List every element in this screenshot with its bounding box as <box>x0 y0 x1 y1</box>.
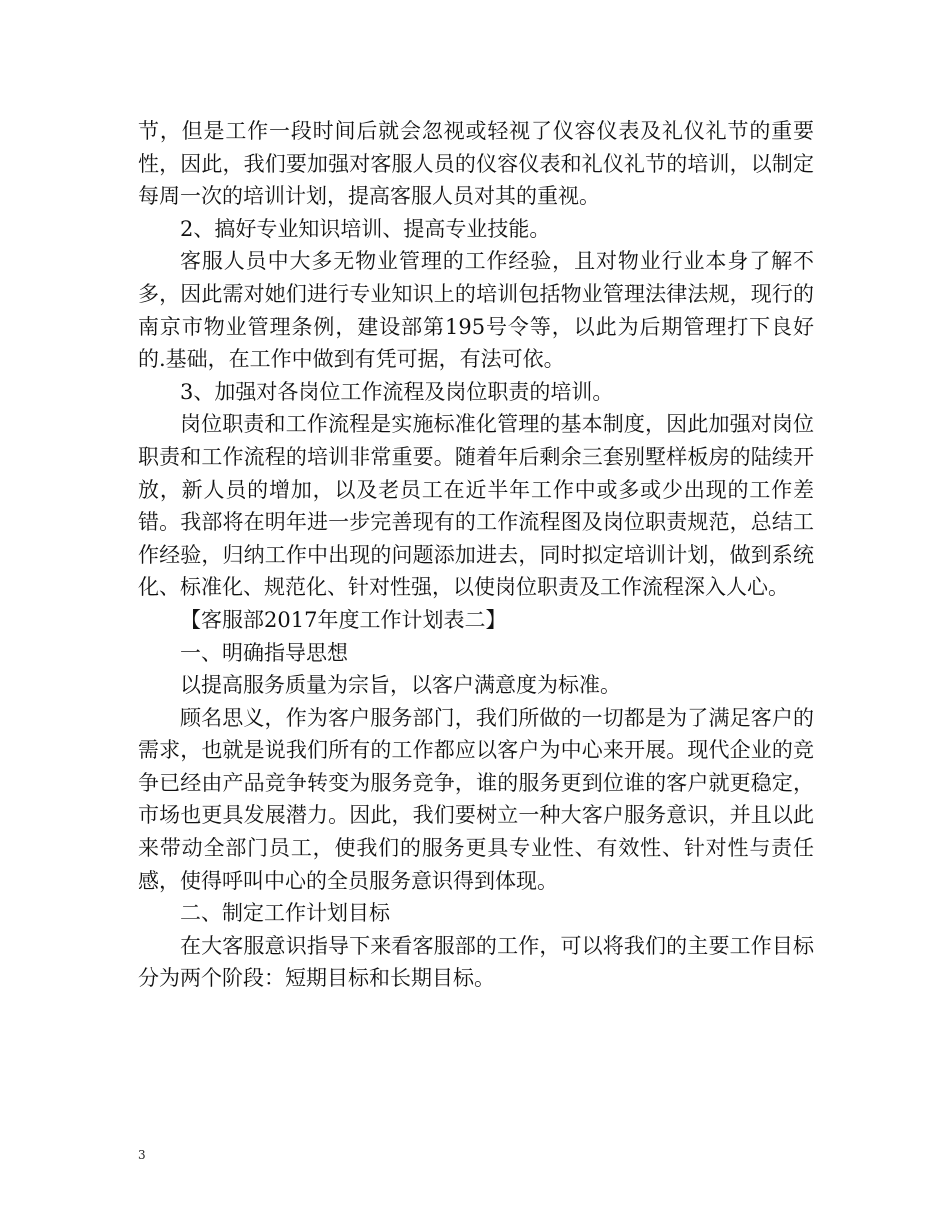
paragraph-heading-2: 2、搞好专业知识培训、提高专业技能。 <box>180 216 551 241</box>
paragraph-heading-1: 一、明确指导思想 <box>180 640 348 665</box>
paragraph-body: 顾名思义，作为客户服务部门，我们所做的一切都是为了满足客户的需求，也就是说我们所有的工作都应以客户为中心来开展。现代企业的竞争已经由产品竞争转变为服务竞争，谁的服务更到位谁的客户就更稳定，市场也更具发展潜力。因此，我们要树立一种大客户服务意识，并且以此来带动全部门员工，使我们的服务更具专业性、有效性、针对性与责任感，使得呼叫中心的全员服务意识得到体现。 <box>138 705 814 893</box>
paragraph-continuation: 节，但是工作一段时间后就会忽视或轻视了仪容仪表及礼仪礼节的重要性，因此，我们要加强对客服人员的仪容仪表和礼仪礼节的培训，以制定每周一次的培训计划，提高客服人员对其的重视。 <box>138 119 814 209</box>
section-title: 【客服部2017年度工作计划表二】 <box>180 607 507 632</box>
paragraph-body: 客服人员中大多无物业管理的工作经验，且对物业行业本身了解不多，因此需对她们进行专业知识上的培训包括物业管理法律法规，现行的南京市物业管理条例，建设部第195号令等，以此为后期管理打下良好的.基础，在工作中做到有凭可据，有法可依。 <box>138 249 814 372</box>
paragraph-body: 在大客服意识指导下来看客服部的工作，可以将我们的主要工作目标分为两个阶段：短期目标和长期目标。 <box>138 933 814 991</box>
paragraph-heading-3: 3、加强对各岗位工作流程及岗位职责的培训。 <box>180 379 614 404</box>
paragraph-heading-2: 二、制定工作计划目标 <box>180 901 390 926</box>
paragraph-body: 以提高服务质量为宗旨，以客户满意度为标准。 <box>180 673 621 698</box>
page-number: 3 <box>138 1148 146 1162</box>
paragraph-body: 岗位职责和工作流程是实施标准化管理的基本制度，因此加强对岗位职责和工作流程的培训非常重要。随着年后剩余三套别墅样板房的陆续开放，新人员的增加，以及老员工在近半年工作中或多或少出现的工作差错。我部将在明年进一步完善现有的工作流程图及岗位职责规范，总结工作经验，归纳工作中出现的问题添加进去，同时拟定培训计划，做到系统化、标准化、规范化、针对性强，以使岗位职责及工作流程深入人心。 <box>138 412 814 600</box>
document-body <box>138 115 814 995</box>
